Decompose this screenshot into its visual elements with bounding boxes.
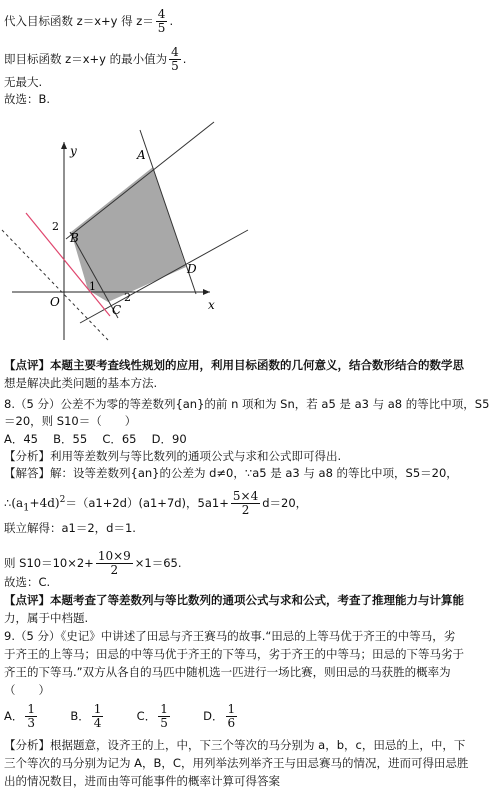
q9-analysis-line2: 三个等次的马分别为记为 A，B，C，用列举法列举齐王与田忌赛马的情况，进而可得田忌胜	[4, 756, 469, 770]
comment-q7	[4, 358, 464, 373]
label-x: x	[208, 298, 215, 312]
label-C: C	[112, 303, 122, 317]
fraction-numerator: 4	[171, 45, 179, 59]
q9-stem-line3: 齐王的下等马.”双方从各自的马匹中随机选一匹进行一场比赛，则田忌的马获胜的概率为	[4, 665, 451, 679]
fraction-numerator: 1	[93, 702, 102, 716]
label-A: A	[137, 148, 146, 162]
text: .	[182, 52, 187, 66]
q9-analysis-line3: 出的情况数目，进而由等可能事件的概率计算可得答案	[4, 774, 280, 788]
fraction-numerator: 1	[27, 702, 36, 716]
fraction-denominator: 5	[160, 716, 168, 730]
text: ×1＝65.	[134, 556, 182, 570]
fraction	[156, 8, 168, 35]
fraction-numerator: 5×4	[232, 489, 259, 503]
option-c-label: C．	[136, 709, 157, 723]
comment-text: 【点评】本题考查了等差数列与等比数列的通项公式与求和公式，考查了推理能力与计算能	[4, 593, 464, 607]
label-origin: O	[50, 295, 60, 309]
option-b-label: B．	[70, 709, 90, 723]
tick-x-1: 1	[89, 280, 96, 293]
q8-options: A．45 B．55 C．65 D．90	[4, 432, 187, 446]
fraction	[169, 46, 181, 73]
label-B: B	[70, 231, 79, 245]
fraction-denominator: 6	[227, 716, 236, 730]
fraction-denominator: 5	[157, 21, 166, 35]
q8-comment-line2: 力，属于中档题.	[4, 611, 89, 625]
q8-solution-line2	[4, 490, 307, 517]
q8-answer: 故选：C.	[4, 575, 51, 589]
fraction	[96, 550, 133, 577]
solution-line-4: 故选：B.	[4, 92, 51, 106]
q9-stem-line2: 于齐王的上等马；田忌的中等马优于齐王的下等马，劣于齐王的中等马；田忌的下等马劣于	[4, 647, 464, 661]
linear-programming-graph	[0, 118, 260, 358]
fraction-numerator: 10×9	[97, 549, 131, 563]
expr-base: (a	[11, 496, 24, 510]
q8-solution-line1: 【解答】解：设等差数列{an}的公差为 d≠0，∵a5 是 a3 与 a8 的等比中项，S5＝20，	[4, 466, 458, 480]
tick-y-2: 2	[52, 220, 59, 233]
text: 即目标函数 z＝x+y 的最小值为	[4, 52, 168, 66]
q8-solution-line3: 联立解得：a1＝2，d＝1.	[4, 521, 136, 535]
therefore-symbol: ∴	[4, 496, 12, 510]
tick-x-2: 2	[124, 291, 131, 304]
text: 则 S10＝10×2+	[4, 556, 94, 570]
solution-line-3: 无最大.	[4, 75, 43, 89]
q8-solution-line4	[4, 550, 182, 577]
y-axis-arrow-icon	[61, 142, 67, 149]
comment-q7-line2: 想是解决此类问题的基本方法.	[4, 376, 158, 390]
q8-analysis: 【分析】利用等差数列与等比数列的通项公式与求和公式即可得出.	[4, 449, 342, 463]
option-a-fraction	[25, 703, 37, 730]
fraction-denominator: 4	[93, 716, 102, 730]
q8-stem-line1: 8.（5 分）公差不为零的等差数列{an}的前 n 项和为 Sn，若 a5 是 a3 与 a8 的等比中项，S5	[4, 397, 490, 411]
fraction-denominator: 3	[27, 716, 36, 730]
text: ＝（a1+2d）(a1+7d)，5a1+	[65, 496, 229, 510]
option-d-label: D．	[203, 709, 224, 723]
option-d-fraction	[226, 703, 238, 730]
expr-exponent: 2	[59, 495, 66, 505]
text: 代入目标函数 z＝x+y 得 z＝	[4, 14, 154, 28]
fraction-numerator: 1	[227, 702, 236, 716]
option-b-fraction	[92, 703, 104, 730]
label-D: D	[187, 262, 197, 276]
expr-tail: +4d)	[29, 496, 60, 510]
q8-comment-line1	[4, 593, 464, 608]
q9-stem-line1: 9.（5 分）《史记》中讲述了田忌与齐王赛马的故事.“田忌的上等马优于齐王的中等马，劣	[4, 629, 456, 643]
q9-analysis-line1: 【分析】根据题意，设齐王的上，中，下三个等次的马分别为 a，b，c，田忌的上，中，下	[4, 738, 466, 752]
fraction-denominator: 2	[110, 563, 119, 577]
x-axis-arrow-icon	[203, 289, 210, 295]
fraction-denominator: 2	[241, 503, 250, 517]
solution-line-2	[4, 46, 186, 73]
fraction-denominator: 5	[171, 59, 179, 73]
option-a-label: A．	[4, 709, 24, 723]
q8-stem-line2: ＝20，则 S10＝（ ）	[4, 414, 137, 428]
label-y: y	[70, 144, 77, 158]
fraction-numerator: 1	[160, 702, 168, 716]
fraction-numerator: 4	[157, 7, 166, 21]
comment-text: 【点评】本题主要考查线性规划的应用，利用目标函数的几何意义，结合数形结合的数学思	[4, 358, 464, 372]
solution-line-1	[4, 8, 173, 35]
squared-expression	[11, 495, 66, 514]
expr-sub: 1	[23, 502, 30, 514]
q9-stem-line4: （ ）	[4, 683, 50, 697]
text: .	[169, 14, 174, 28]
fraction	[231, 490, 260, 517]
option-c-fraction	[158, 703, 170, 730]
q9-options	[4, 703, 239, 730]
text: d＝20，	[262, 496, 308, 510]
